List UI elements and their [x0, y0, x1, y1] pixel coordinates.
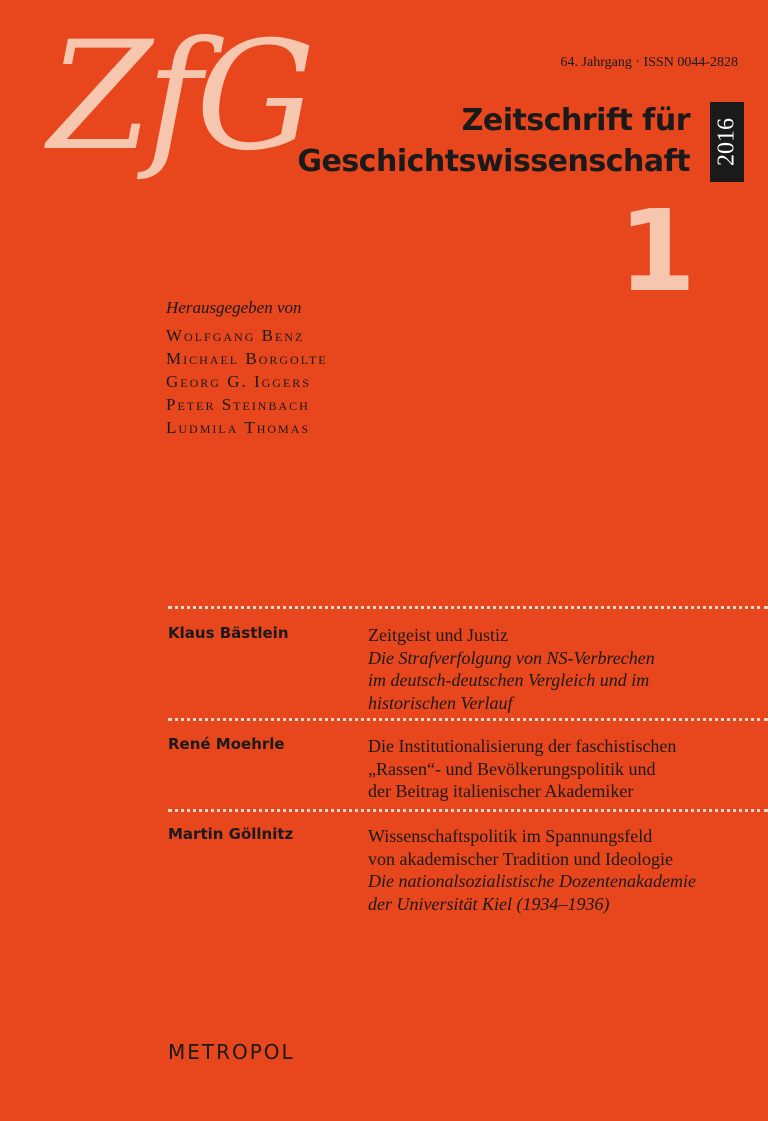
article-title-line: „Rassen“- und Bevölkerungspolitik und: [368, 758, 656, 779]
issue-number: 1: [618, 187, 696, 317]
editor-name: Michael Borgolte: [166, 349, 328, 368]
article-title-line: Wissenschaftspolitik im Spannungsfeld: [368, 826, 653, 846]
editor-name: Georg G. Iggers: [166, 372, 311, 391]
article-author: René Moehrle: [168, 735, 285, 753]
editors-label: Herausgegeben von: [166, 298, 302, 317]
dotted-divider: [168, 606, 768, 609]
editor-name: Ludmila Thomas: [166, 418, 311, 437]
article-title-line: Die Institutionalisierung der faschistischen: [368, 736, 677, 756]
year-label: 2016: [713, 118, 740, 166]
volume-issn-line: 64. Jahrgang · ISSN 0044-2828: [560, 55, 738, 70]
article-title: [368, 624, 758, 714]
journal-title-line-1: Zeitschrift für: [461, 103, 690, 138]
publisher-name: METROPOL: [168, 1040, 295, 1064]
editor-name: Wolfgang Benz: [166, 326, 305, 345]
article-subtitle-line: historischen Verlauf: [368, 692, 513, 713]
year-badge: [710, 102, 744, 182]
article-subtitle-line: Die nationalsozialistische Dozentenakademie: [368, 871, 696, 891]
article-title-line: der Beitrag italienischer Akademiker: [368, 781, 634, 801]
article-subtitle-line: der Universität Kiel (1934–1936): [368, 893, 610, 914]
editor-name: Peter Steinbach: [166, 395, 310, 414]
article-title: [368, 735, 758, 803]
dotted-divider: [168, 809, 768, 812]
article-subtitle-line: im deutsch-deutschen Vergleich und im: [368, 670, 650, 690]
editors-block: [166, 298, 328, 439]
dotted-divider: [168, 718, 768, 721]
article-author: Klaus Bästlein: [168, 624, 289, 642]
article-title-line: Zeitgeist und Justiz: [368, 625, 508, 645]
article-author: Martin Göllnitz: [168, 825, 294, 843]
article-title: [368, 825, 758, 915]
article-title-line: von akademischer Tradition und Ideologie: [368, 848, 673, 869]
journal-logo: ZfG: [48, 10, 310, 184]
journal-title: [170, 100, 690, 182]
article-subtitle-line: Die Strafverfolgung von NS-Verbrechen: [368, 647, 655, 668]
journal-title-line-2: Geschichtswissenschaft: [297, 144, 690, 179]
